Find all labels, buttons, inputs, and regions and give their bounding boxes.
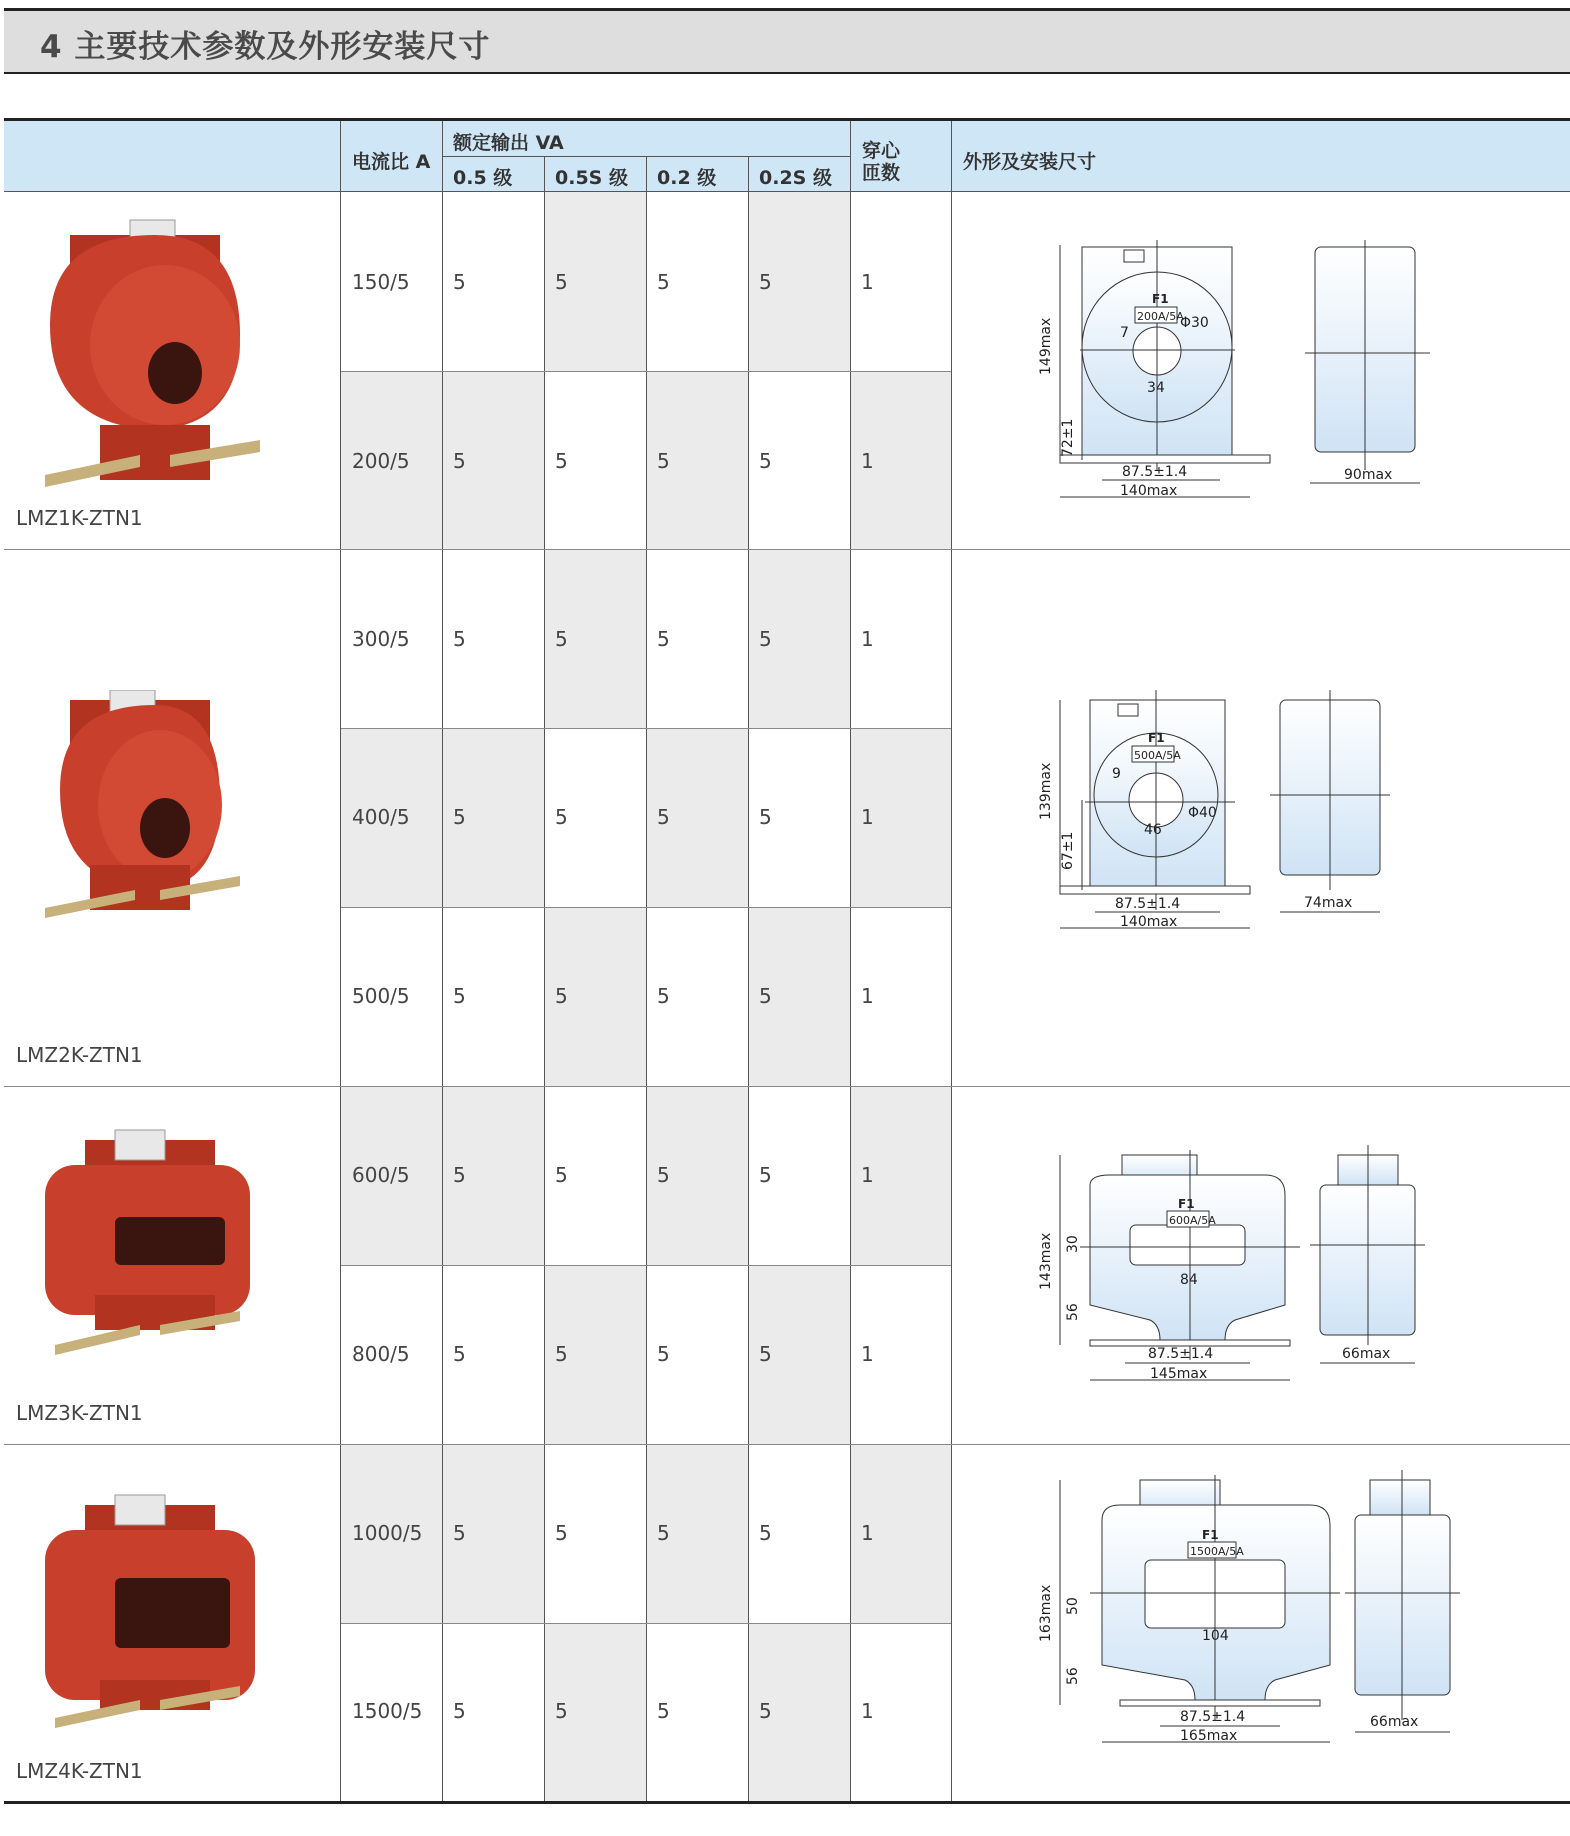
row-divider (341, 371, 951, 372)
header-turns-2: 匝数 (862, 162, 901, 184)
cell-turns: 1 (861, 1163, 874, 1187)
drawing-width: 145max (1150, 1366, 1208, 1382)
product-image-lmz1k (40, 215, 270, 495)
cell-c02: 5 (657, 1342, 670, 1366)
section-title-bar (4, 11, 1570, 74)
drawing-f1: F1 (1152, 292, 1169, 306)
drawing-base-h: 56 (1065, 1303, 1081, 1321)
drawing-height: 139max (1038, 762, 1054, 820)
drawing-depth: 66max (1370, 1714, 1419, 1730)
cell-turns: 1 (861, 1521, 874, 1545)
cell-c02s: 5 (759, 627, 772, 651)
drawing-depth: 66max (1342, 1346, 1391, 1362)
cell-c05: 5 (453, 805, 466, 829)
model-name: LMZ4K-ZTN1 (16, 1759, 143, 1783)
cell-turns: 1 (861, 805, 874, 829)
group-divider (4, 1444, 1570, 1445)
drawing-mount: 87.5±1.4 (1148, 1346, 1214, 1362)
cell-c05: 5 (453, 270, 466, 294)
header-ratio: 电流比 A (352, 151, 431, 173)
cell-turns: 1 (861, 984, 874, 1008)
cell-c02s: 5 (759, 270, 772, 294)
drawing-mount: 87.5±1.4 (1122, 464, 1188, 480)
cell-c05: 5 (453, 449, 466, 473)
col-divider (544, 156, 545, 1801)
cell-c02s: 5 (759, 1342, 772, 1366)
cell-turns: 1 (861, 449, 874, 473)
group-divider (4, 549, 1570, 550)
drawing-d2: 84 (1180, 1272, 1198, 1288)
header-class-02: 0.2 级 (657, 167, 717, 189)
col-divider (340, 121, 341, 1801)
drawing-d2: 104 (1202, 1628, 1229, 1644)
drawing-hole: Φ40 (1188, 805, 1217, 821)
drawing-nameplate: 1500A/5A (1190, 1545, 1244, 1558)
drawing-height: 163max (1038, 1584, 1054, 1642)
header-dimensions: 外形及安装尺寸 (963, 151, 1097, 173)
cell-ratio: 600/5 (352, 1163, 410, 1187)
drawing-d2: 46 (1144, 822, 1162, 838)
model-name: LMZ2K-ZTN1 (16, 1043, 143, 1067)
cell-c05: 5 (453, 1521, 466, 1545)
drawing-width: 140max (1120, 483, 1178, 499)
cell-ratio: 800/5 (352, 1342, 410, 1366)
col-divider (646, 156, 647, 1801)
model-name: LMZ1K-ZTN1 (16, 506, 143, 530)
drawing-d1: 30 (1065, 1235, 1081, 1253)
dimension-drawing-lmz1k (1020, 225, 1470, 505)
drawing-base-h: 72±1 (1060, 418, 1076, 457)
cell-c05s: 5 (555, 1163, 568, 1187)
cell-turns: 1 (861, 1699, 874, 1723)
drawing-mount: 87.5±1.4 (1180, 1709, 1246, 1725)
row-divider (341, 728, 951, 729)
cell-c05: 5 (453, 1699, 466, 1723)
col-divider (748, 156, 749, 1801)
row-divider (341, 1265, 951, 1266)
header-turns-1: 穿心 (862, 140, 901, 162)
cell-c02s: 5 (759, 805, 772, 829)
cell-c02: 5 (657, 627, 670, 651)
cell-c05: 5 (453, 1163, 466, 1187)
cell-c02s: 5 (759, 449, 772, 473)
section-title: 4 主要技术参数及外形安装尺寸 (40, 29, 491, 65)
cell-c05s: 5 (555, 270, 568, 294)
dimension-drawing-lmz4k (1020, 1470, 1470, 1760)
model-name: LMZ3K-ZTN1 (16, 1401, 143, 1425)
cell-c02: 5 (657, 1699, 670, 1723)
col-divider (951, 121, 952, 1801)
drawing-f1: F1 (1202, 1528, 1219, 1542)
drawing-width: 165max (1180, 1728, 1238, 1744)
row-divider (341, 907, 951, 908)
cell-c05s: 5 (555, 984, 568, 1008)
drawing-f1: F1 (1148, 731, 1165, 745)
dimension-drawing-lmz3k (1020, 1145, 1470, 1395)
drawing-d1: 9 (1112, 766, 1121, 782)
drawing-d1: 7 (1120, 325, 1129, 341)
cell-c05: 5 (453, 627, 466, 651)
col-divider (442, 121, 443, 1801)
drawing-nameplate: 200A/5A (1137, 310, 1184, 323)
drawing-d1: 50 (1065, 1597, 1081, 1615)
header-class-02s: 0.2S 级 (759, 167, 832, 189)
drawing-hole: Φ30 (1180, 315, 1209, 331)
drawing-nameplate: 600A/5A (1169, 1214, 1216, 1227)
cell-c02s: 5 (759, 1163, 772, 1187)
cell-c02s: 5 (759, 1699, 772, 1723)
dimension-drawing-lmz2k (1020, 690, 1470, 935)
cell-c02: 5 (657, 1163, 670, 1187)
product-image-lmz4k (40, 1490, 260, 1730)
group-divider (4, 1086, 1570, 1087)
cell-c05s: 5 (555, 1699, 568, 1723)
cell-ratio: 1500/5 (352, 1699, 423, 1723)
cell-ratio: 300/5 (352, 627, 410, 651)
product-image-lmz2k (40, 690, 250, 930)
header-class-05: 0.5 级 (453, 167, 513, 189)
cell-turns: 1 (861, 1342, 874, 1366)
cell-c02: 5 (657, 449, 670, 473)
cell-c02: 5 (657, 984, 670, 1008)
cell-ratio: 500/5 (352, 984, 410, 1008)
drawing-height: 149max (1038, 317, 1054, 375)
cell-ratio: 400/5 (352, 805, 410, 829)
cell-c05s: 5 (555, 1342, 568, 1366)
drawing-height: 143max (1038, 1232, 1054, 1290)
cell-c02s: 5 (759, 1521, 772, 1545)
cell-turns: 1 (861, 627, 874, 651)
drawing-mount: 87.5±1.4 (1115, 896, 1181, 912)
header-rated-output: 额定输出 VA (453, 132, 564, 154)
cell-c02: 5 (657, 270, 670, 294)
drawing-nameplate: 500A/5A (1134, 749, 1181, 762)
cell-c05s: 5 (555, 627, 568, 651)
cell-c02: 5 (657, 805, 670, 829)
cell-c05s: 5 (555, 805, 568, 829)
drawing-d2: 34 (1147, 380, 1165, 396)
cell-c05: 5 (453, 984, 466, 1008)
cell-ratio: 200/5 (352, 449, 410, 473)
drawing-base-h: 67±1 (1060, 831, 1076, 870)
drawing-depth: 90max (1344, 467, 1393, 483)
cell-ratio: 1000/5 (352, 1521, 423, 1545)
cell-ratio: 150/5 (352, 270, 410, 294)
cell-c02s: 5 (759, 984, 772, 1008)
cell-turns: 1 (861, 270, 874, 294)
product-image-lmz3k (40, 1125, 260, 1355)
cell-c05s: 5 (555, 1521, 568, 1545)
col-divider (850, 121, 851, 1801)
cell-c05: 5 (453, 1342, 466, 1366)
cell-c02: 5 (657, 1521, 670, 1545)
drawing-f1: F1 (1178, 1197, 1195, 1211)
cell-c05s: 5 (555, 449, 568, 473)
drawing-base-h: 56 (1065, 1667, 1081, 1685)
drawing-depth: 74max (1304, 895, 1353, 911)
header-class-05s: 0.5S 级 (555, 167, 628, 189)
drawing-width: 140max (1120, 914, 1178, 930)
table-bottom-rule (4, 1801, 1570, 1804)
row-divider (341, 1623, 951, 1624)
